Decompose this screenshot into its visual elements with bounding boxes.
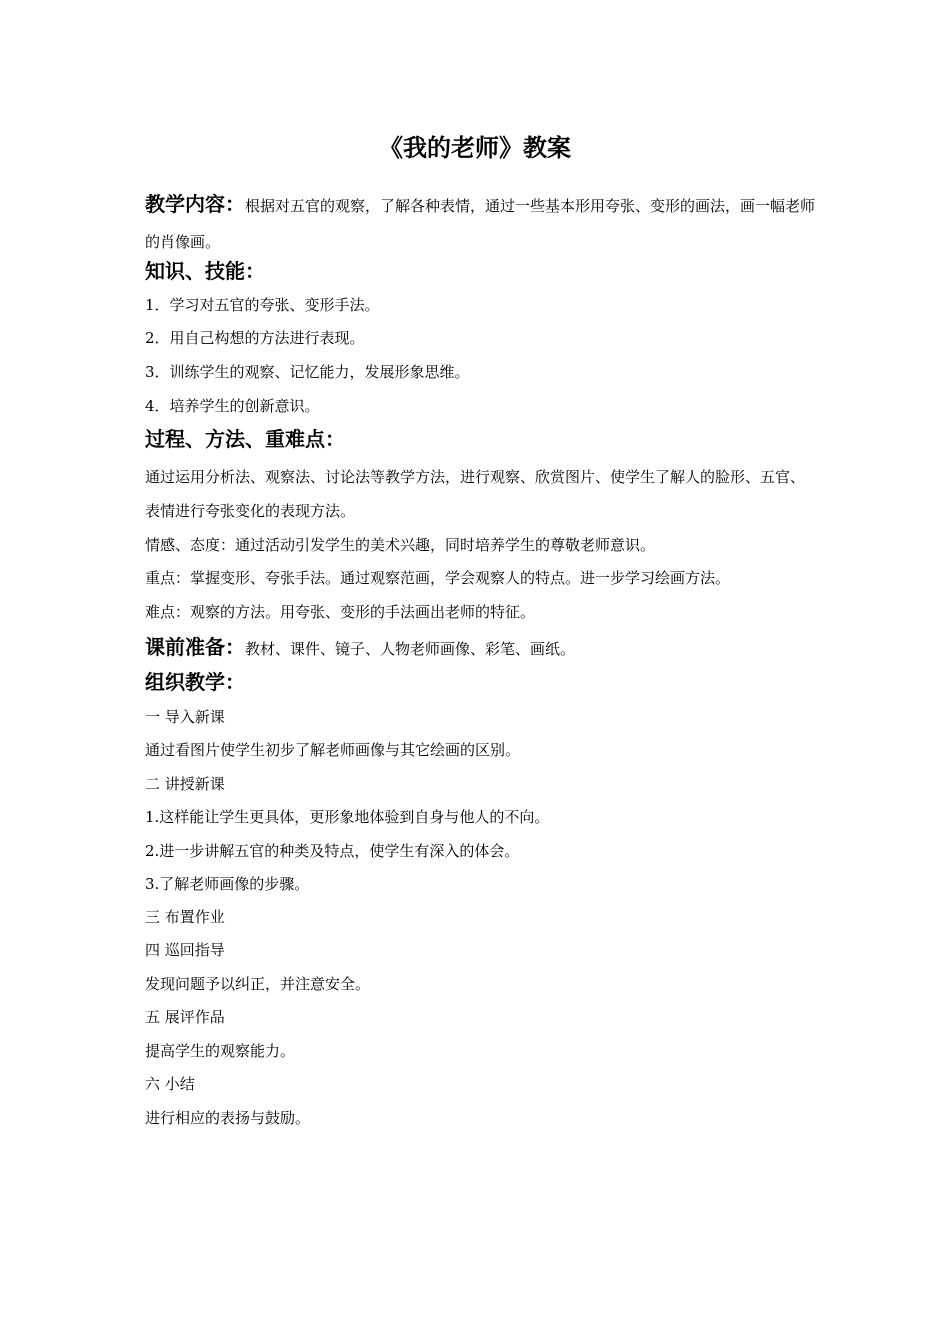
organization-line: 六 小结 — [145, 1075, 195, 1093]
organization-line: 二 讲授新课 — [145, 775, 225, 793]
organization-line: 发现问题予以纠正，并注意安全。 — [145, 975, 371, 993]
difficulties-text: 难点：观察的方法。用夸张、变形的手法画出老师的特征。 — [145, 603, 536, 621]
organization-line: 提高学生的观察能力。 — [145, 1042, 296, 1060]
key-points-text: 重点：掌握变形、夸张手法。通过观察范画，学会观察人的特点。进一步学习绘画方法。 — [145, 569, 731, 587]
skills-item: 3．训练学生的观察、记忆能力，发展形象思维。 — [145, 363, 470, 381]
teaching-content — [145, 186, 815, 260]
process-text: 通过运用分析法、观察法、讨论法等教学方法，进行观察、欣赏图片、使学生了解人的脸形、五官、表情进行夸张变化的表现方法。 — [145, 468, 806, 520]
preparation-text: 教材、课件、镜子、人物老师画像、彩笔、画纸。 — [245, 640, 576, 658]
organization-line: 一 导入新课 — [145, 708, 225, 726]
process-heading: 过程、方法、重难点： — [145, 427, 345, 451]
organization-line: 五 展评作品 — [145, 1008, 225, 1026]
preparation-label: 课前准备： — [145, 635, 245, 659]
skills-item: 1．学习对五官的夸张、变形手法。 — [145, 296, 380, 314]
document-title: 《我的老师》教案 — [379, 133, 571, 162]
organization-line: 四 巡回指导 — [145, 941, 225, 959]
organization-line: 通过看图片使学生初步了解老师画像与其它绘画的区别。 — [145, 741, 521, 759]
preparation-line — [145, 632, 575, 664]
organization-line: 3.了解老师画像的步骤。 — [145, 875, 310, 893]
organization-line: 1.这样能让学生更具体，更形象地体验到自身与他人的不向。 — [145, 808, 550, 826]
skills-heading: 知识、技能： — [145, 259, 265, 283]
organization-line: 2.进一步讲解五官的种类及特点，使学生有深入的体会。 — [145, 842, 520, 860]
attitude-text: 情感、态度：通过活动引发学生的美术兴趣，同时培养学生的尊敬老师意识。 — [145, 536, 656, 554]
organization-heading: 组织教学： — [145, 670, 245, 694]
teaching-content-label: 教学内容： — [145, 192, 245, 216]
organization-line: 三 布置作业 — [145, 908, 225, 926]
teaching-content-text: 根据对五官的观察，了解各种表情，通过一些基本形用夸张、变形的画法，画一幅老师的肖像画。 — [145, 197, 816, 251]
skills-item: 4．培养学生的创新意识。 — [145, 397, 320, 415]
organization-line: 进行相应的表扬与鼓励。 — [145, 1109, 311, 1127]
skills-item: 2．用自己构想的方法进行表现。 — [145, 329, 365, 347]
